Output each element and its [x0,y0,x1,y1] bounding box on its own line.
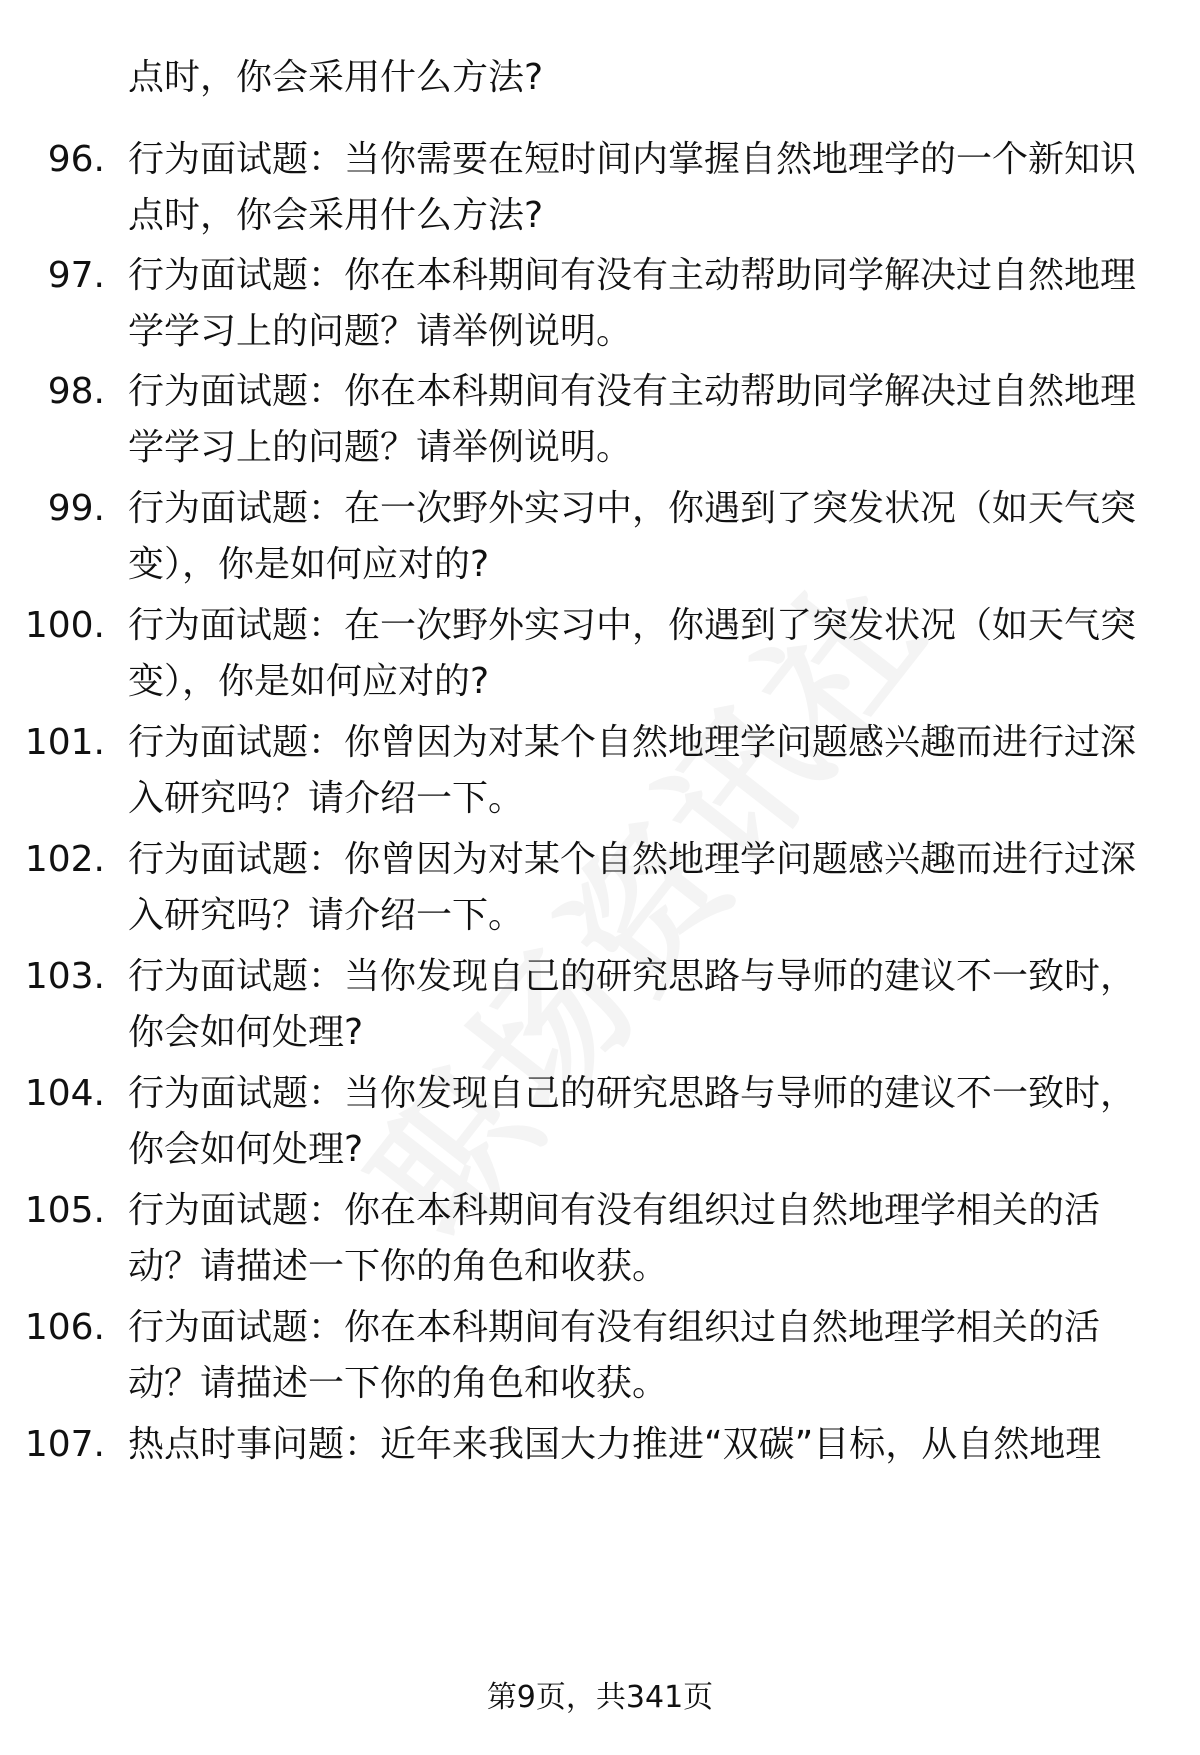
question-number: 100. [24,605,105,646]
question-text-line1: 行为面试题：你在本科期间有没有组织过自然地理学相关的活 [128,1307,1101,1348]
question-text-line2: 动？请描述一下你的角色和收获。 [128,1246,669,1287]
question-text-line2: 学学习上的问题？请举例说明。 [128,427,633,468]
question-number: 104. [24,1073,105,1114]
page-footer: 第9页，共341页 [486,1680,714,1715]
question-number: 98. [47,371,105,412]
question-number: 103. [24,956,105,997]
question-text-line1: 行为面试题：你在本科期间有没有组织过自然地理学相关的活 [128,1190,1101,1231]
question-text-line1: 行为面试题：在一次野外实习中，你遇到了突发状况（如天气突 [128,605,1137,646]
question-number: 107. [24,1424,105,1465]
question-text-line2: 动？请描述一下你的角色和收获。 [128,1363,669,1404]
question-text-line2: 点时，你会采用什么方法? [128,195,544,236]
question-text-line2: 变），你是如何应对的? [128,661,490,702]
question-text-line1: 行为面试题：你在本科期间有没有主动帮助同学解决过自然地理 [128,255,1137,296]
question-number: 102. [24,839,105,880]
question-number: 99. [47,488,105,529]
question-text-line2: 你会如何处理? [128,1012,364,1053]
question-text-line1: 行为面试题：当你发现自己的研究思路与导师的建议不一致时， [128,1073,1137,1114]
question-text-line1: 行为面试题：在一次野外实习中，你遇到了突发状况（如天气突 [128,488,1137,529]
question-text-line1: 行为面试题：你在本科期间有没有主动帮助同学解决过自然地理 [128,371,1137,412]
question-number: 97. [47,255,105,296]
question-number: 106. [24,1307,105,1348]
question-text-line1: 热点时事问题：近年来我国大力推进“双碳”目标，从自然地理 [128,1424,1102,1465]
question-number: 96. [47,139,105,180]
question-text-line2: 入研究吗？请介绍一下。 [128,778,525,819]
question-text-line1: 行为面试题：你曾因为对某个自然地理学问题感兴趣而进行过深 [128,722,1137,763]
question-text-line1: 行为面试题：当你发现自己的研究思路与导师的建议不一致时， [128,956,1137,997]
question-text-line2: 学学习上的问题？请举例说明。 [128,311,633,352]
question-text-line2: 入研究吗？请介绍一下。 [128,895,525,936]
question-text-line1: 行为面试题：当你需要在短时间内掌握自然地理学的一个新知识 [128,139,1137,180]
question-text-line1: 行为面试题：你曾因为对某个自然地理学问题感兴趣而进行过深 [128,839,1137,880]
question-number: 101. [24,722,105,763]
question-number: 105. [24,1190,105,1231]
question-text-line2: 你会如何处理? [128,1129,364,1170]
question-text-line2: 变），你是如何应对的? [128,544,490,585]
continued-line: 点时，你会采用什么方法? [128,57,544,98]
